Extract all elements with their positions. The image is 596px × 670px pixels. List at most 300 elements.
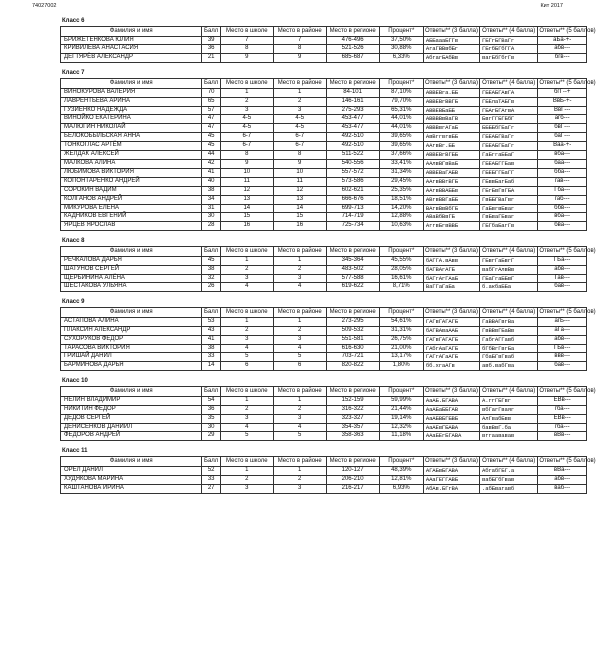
cell-a5: ввв---	[538, 353, 587, 362]
cell-district: 9	[273, 54, 326, 63]
section-title: Класс 7	[62, 70, 85, 77]
cell-percent: 54,61%	[379, 317, 423, 326]
cell-score: 21	[202, 54, 220, 63]
cell-score: 31	[202, 204, 220, 213]
cell-district: 2	[273, 97, 326, 106]
cell-percent: 13,17%	[379, 353, 423, 362]
cell-region: 146-161	[326, 97, 379, 106]
cell-a5: бва---	[538, 222, 587, 231]
column-header-district: Место в районе	[273, 27, 326, 37]
cell-name: ЩЕРБИНИНА АЛЁНА	[61, 274, 202, 283]
column-header-a3: Ответы** (3 балла)	[424, 248, 478, 255]
cell-score: 57	[202, 106, 220, 115]
cell-name: КОПОНТАРЕНКО АНДРЕЙ	[61, 177, 202, 186]
cell-name: ТОНКОГЛАС АРТЁМ	[61, 142, 202, 151]
cell-name: ВИНОЙКО ЕКАТЕРИНА	[61, 115, 202, 124]
cell-a4: ГвВВвГБаВв	[480, 326, 538, 335]
cell-name: КРИВИЛЕВА АНАСТАСИЯ	[61, 45, 202, 54]
cell-a4: ГабгАГГавб	[480, 335, 538, 344]
cell-a5: ббв---	[538, 204, 587, 213]
column-header-name: Фамилия и имя	[61, 27, 202, 37]
header-row	[61, 387, 587, 397]
results-table	[60, 386, 596, 441]
results-table	[60, 26, 596, 63]
cell-a5: ВвБ-+-	[538, 97, 587, 106]
cell-district: 12	[273, 186, 326, 195]
cell-percent: 21,00%	[379, 344, 423, 353]
column-header-percent: Процент*	[379, 79, 423, 89]
cell-a4: ГБЕАБГГБав	[480, 159, 538, 168]
cell-region: 511-522	[326, 151, 379, 160]
cell-a3: АББаааБГГв	[423, 36, 479, 45]
cell-score: 27	[202, 484, 220, 493]
cell-percent: 16,61%	[379, 274, 423, 283]
cell-name: ШЕСТАКОВА УЛЬЯНА	[61, 283, 202, 292]
cell-a3: бАГВАгАГБ	[423, 265, 479, 274]
cell-a4: ГаБвгвБваг	[480, 204, 538, 213]
cell-school: 8	[220, 45, 273, 54]
cell-a4: ГБввБагБаб	[480, 177, 538, 186]
cell-a5: Гба---	[538, 186, 587, 195]
table-row	[61, 423, 587, 432]
cell-school: 3	[220, 484, 273, 493]
cell-region: 577-588	[326, 274, 379, 283]
column-header-district: Место в районе	[273, 247, 326, 257]
column-header-school: Место в школе	[220, 27, 273, 37]
cell-district: 13	[273, 195, 326, 204]
cell-name: КОЛГАНОВ АНДРЕЙ	[61, 195, 202, 204]
cell-region: 120-127	[326, 466, 379, 475]
cell-percent: 18,51%	[379, 195, 423, 204]
cell-school: 1	[220, 396, 273, 405]
section-title: Класс 10	[62, 378, 88, 385]
cell-a3: АВВЕВБаББ	[423, 106, 479, 115]
cell-percent: 21,44%	[379, 405, 423, 414]
cell-district: 1	[273, 88, 326, 97]
cell-a4: ГБАгБГАгвА	[480, 106, 538, 115]
cell-name: ЖЕЛДАК АЛЕКСЕЙ	[61, 151, 202, 160]
cell-name: МИКУРОВА ЕЛЕНА	[61, 204, 202, 213]
cell-percent: 48,39%	[379, 466, 423, 475]
cell-name: МАЛЮГИН НИКОЛАЙ	[61, 124, 202, 133]
cell-region: 316-322	[326, 405, 379, 414]
column-header-score: Балл	[202, 308, 220, 318]
cell-region: 275-293	[326, 106, 379, 115]
cell-region: 699-713	[326, 204, 379, 213]
cell-a3: бАГВАваААБ	[423, 326, 479, 335]
cell-school: 9	[220, 159, 273, 168]
cell-a4: АлГвабБвв	[480, 414, 538, 423]
cell-region: 453-477	[326, 124, 379, 133]
cell-name: МАЛКОВА АЛИНА	[61, 159, 202, 168]
table-row	[61, 159, 587, 168]
table-row	[61, 475, 587, 484]
table-row	[61, 106, 587, 115]
cell-region: 820-822	[326, 362, 379, 371]
cell-a4: А.ггГБГвг	[480, 396, 538, 405]
column-header-a3: Ответы** (3 балла)	[424, 458, 478, 465]
cell-a3: ВАгвВвВбГБ	[423, 204, 479, 213]
cell-score: 35	[202, 414, 220, 423]
cell-name: ДЕДОВ СЕРГЕЙ	[61, 414, 202, 423]
cell-a3: АВВЕВга.ББ	[423, 88, 479, 97]
table-row	[61, 115, 587, 124]
cell-score: 40	[202, 177, 220, 186]
section-title: Класс 9	[62, 299, 85, 306]
cell-a5: вба---	[538, 151, 587, 160]
column-header-score: Балл	[202, 27, 220, 37]
cell-a3: ГАГгАГаАГБ	[423, 353, 479, 362]
cell-school: 4-5	[220, 115, 273, 124]
cell-region: 84-101	[326, 88, 379, 97]
cell-school: 5	[220, 353, 273, 362]
cell-score: 38	[202, 265, 220, 274]
cell-district: 3	[273, 335, 326, 344]
column-header-region: Место в регионе	[326, 247, 379, 257]
table-row	[61, 36, 587, 45]
cell-a4: ГБгбБГбГГА	[480, 45, 538, 54]
cell-a3: бб.хгаАГв	[423, 362, 479, 371]
cell-a3: ААаГЕГГАВБ	[423, 475, 479, 484]
cell-district: 4-5	[273, 124, 326, 133]
table-row	[61, 54, 587, 63]
cell-district: 3	[273, 414, 326, 423]
cell-a4: вбГагГваяг	[480, 405, 538, 414]
column-header-district: Место в районе	[273, 79, 326, 89]
cell-name: КАШТАНОВА ИРИНА	[61, 484, 202, 493]
cell-district: 1	[273, 317, 326, 326]
cell-a5: абв---	[538, 265, 587, 274]
cell-a5: бба---	[538, 168, 587, 177]
cell-a4: ГвБваГБваг	[480, 213, 538, 222]
cell-percent: 12,81%	[379, 475, 423, 484]
cell-score: 70	[202, 88, 220, 97]
table-row	[61, 405, 587, 414]
table-row	[61, 335, 587, 344]
table-row	[61, 222, 587, 231]
cell-school: 4-5	[220, 124, 273, 133]
cell-score: 36	[202, 45, 220, 54]
cell-name: ДЕНИСЕНКОВ ДАНИИЛ	[61, 423, 202, 432]
cell-district: 10	[273, 168, 326, 177]
cell-a4: ББББбГБаГг	[480, 124, 538, 133]
cell-a4: ГБГбаБагГв	[480, 222, 538, 231]
results-table	[60, 78, 596, 231]
column-header-a5: Ответы** (5 баллов)	[539, 248, 596, 255]
cell-region: 573-586	[326, 177, 379, 186]
cell-percent: 65,31%	[379, 106, 423, 115]
cell-name: ХУДЯКОВА МАРИНА	[61, 475, 202, 484]
cell-name: ФЕДОРОВ АНДРЕЙ	[61, 432, 202, 441]
cell-school: 1	[220, 466, 273, 475]
column-header-a5: Ответы** (5 баллов)	[539, 80, 596, 87]
cell-region: 557-572	[326, 168, 379, 177]
cell-percent: 11,18%	[379, 432, 423, 441]
cell-a4: ГБЕАБГАвГА	[480, 88, 538, 97]
cell-district: 1	[273, 256, 326, 265]
cell-a4: вагБбГбгГв	[480, 54, 538, 63]
column-header-a5: Ответы** (5 баллов)	[539, 28, 596, 34]
contest-name: Кит 2017	[540, 3, 563, 9]
table-row	[61, 326, 587, 335]
cell-a3: ГАбгАаГАГБ	[423, 344, 479, 353]
cell-district: 8	[273, 45, 326, 54]
cell-a3: ААгвВг.ББ	[423, 142, 479, 151]
cell-percent: 44,01%	[379, 124, 423, 133]
cell-school: 9	[220, 54, 273, 63]
cell-a3: АаАБаББГАВ	[423, 405, 479, 414]
cell-a4: .абБвагавб	[480, 484, 538, 493]
cell-district: 2	[273, 265, 326, 274]
table-row	[61, 97, 587, 106]
cell-a5: бав---	[538, 362, 587, 371]
cell-school: 2	[220, 405, 273, 414]
cell-district: 1	[273, 466, 326, 475]
table-row	[61, 353, 587, 362]
cell-name: ВИНОКУРОВА ВАЛЕРИЯ	[61, 88, 202, 97]
cell-region: 685-687	[326, 54, 379, 63]
column-header-a3: Ответы** (3 балла)	[424, 28, 478, 34]
cell-a3: ГАГвГАГАГБ	[423, 335, 479, 344]
cell-percent: 14,20%	[379, 204, 423, 213]
cell-percent: 37,50%	[379, 36, 423, 45]
cell-score: 53	[202, 317, 220, 326]
table-row	[61, 204, 587, 213]
cell-percent: 39,65%	[379, 133, 423, 142]
table-row	[61, 432, 587, 441]
cell-a3: бАГГА.вАвв	[423, 256, 479, 265]
cell-a5: баа---	[538, 159, 587, 168]
cell-name: ДЕГТЯРЁВ АЛЕКСАНДР	[61, 54, 202, 63]
column-header-score: Балл	[202, 387, 220, 397]
cell-district: 6-7	[273, 142, 326, 151]
cell-score: 44	[202, 151, 220, 160]
column-header-a4: Ответы** (4 балла)	[480, 308, 538, 318]
cell-district: 4	[273, 423, 326, 432]
cell-region: 725-734	[326, 222, 379, 231]
cell-percent: 79,70%	[379, 97, 423, 106]
column-header-a5: Ответы** (5 баллов)	[539, 458, 596, 465]
cell-name: ЯРЦЕВ ЯРОСЛАВ	[61, 222, 202, 231]
cell-district: 3	[273, 484, 326, 493]
cell-percent: 31,34%	[379, 168, 423, 177]
cell-district: 5	[273, 432, 326, 441]
cell-school: 2	[220, 265, 273, 274]
cell-district: 4-5	[273, 115, 326, 124]
cell-a5: агб---	[538, 115, 587, 124]
cell-score: 41	[202, 335, 220, 344]
table-row	[61, 177, 587, 186]
cell-region: 551-581	[326, 335, 379, 344]
cell-region: 602-621	[326, 186, 379, 195]
cell-score: 33	[202, 475, 220, 484]
cell-name: ЛЮБИМОВА ВИКТОРИЯ	[61, 168, 202, 177]
table-row	[61, 256, 587, 265]
cell-a4: вггаававав	[480, 432, 538, 441]
column-header-a4: Ответы** (4 балла)	[480, 79, 538, 89]
cell-a5: бгв---	[538, 54, 587, 63]
cell-score: 38	[202, 186, 220, 195]
cell-school: 2	[220, 326, 273, 335]
cell-a3: АгаГВВвбБг	[423, 45, 479, 54]
cell-score: 26	[202, 283, 220, 292]
cell-a5: ваб---	[538, 484, 587, 493]
cell-score: 45	[202, 256, 220, 265]
table-row	[61, 414, 587, 423]
cell-a3: ГАГвГАГАГБ	[423, 317, 479, 326]
cell-name: ОРЕЛ ДАНИЛ	[61, 466, 202, 475]
column-header-percent: Процент*	[379, 457, 423, 467]
cell-region: 492-510	[326, 133, 379, 142]
cell-school: 14	[220, 204, 273, 213]
table-row	[61, 142, 587, 151]
cell-district: 16	[273, 222, 326, 231]
column-header-a4: Ответы** (4 балла)	[480, 387, 538, 397]
cell-school: 4	[220, 283, 273, 292]
column-header-percent: Процент*	[379, 27, 423, 37]
cell-a5: бвГ---	[538, 124, 587, 133]
header-row	[61, 27, 587, 37]
cell-region: 492-510	[326, 142, 379, 151]
section-title: Класс 6	[62, 18, 85, 24]
section-title: Класс 8	[62, 238, 85, 245]
cell-percent: 39,65%	[379, 142, 423, 151]
table-row	[61, 133, 587, 142]
cell-score: 39	[202, 36, 220, 45]
cell-school: 1	[220, 256, 273, 265]
cell-district: 14	[273, 204, 326, 213]
cell-a5: абв---	[538, 475, 587, 484]
cell-percent: 30,88%	[379, 45, 423, 54]
column-header-a4: Ответы** (4 балла)	[480, 457, 538, 467]
cell-school: 12	[220, 186, 273, 195]
cell-a3: АггвБгвВВБ	[423, 222, 479, 231]
cell-percent: 26,75%	[379, 335, 423, 344]
cell-district: 15	[273, 213, 326, 222]
cell-a5: ЕВв---	[538, 414, 587, 423]
cell-a3: АбАв.БГгВА	[423, 484, 479, 493]
cell-region: 666-676	[326, 195, 379, 204]
cell-name: ГУЗИЕНКО НАДЕЖДА	[61, 106, 202, 115]
column-header-region: Место в регионе	[326, 308, 379, 318]
cell-district: 6-7	[273, 133, 326, 142]
cell-score: 45	[202, 133, 220, 142]
cell-a4: ГаВВАГвгВа	[480, 317, 538, 326]
cell-score: 38	[202, 344, 220, 353]
column-header-score: Балл	[202, 79, 220, 89]
cell-name: СУХОРУКОВ ФЕДОР	[61, 335, 202, 344]
cell-name: ШАТУНОВ СЕРГЕЙ	[61, 265, 202, 274]
table-row	[61, 317, 587, 326]
column-header-district: Место в районе	[273, 457, 326, 467]
cell-district: 11	[273, 177, 326, 186]
cell-school: 5	[220, 432, 273, 441]
cell-a5: гба---	[538, 423, 587, 432]
cell-a3: АбгагБАбВв	[423, 54, 479, 63]
cell-a3: АВВЕВгВВГБ	[423, 97, 479, 106]
cell-score: 41	[202, 168, 220, 177]
column-header-a4: Ответы** (4 балла)	[480, 247, 538, 257]
column-header-name: Фамилия и имя	[61, 457, 202, 467]
results-table	[60, 456, 596, 493]
header-row	[61, 79, 587, 89]
cell-region: 345-364	[326, 256, 379, 265]
table-row	[61, 88, 587, 97]
cell-school: 2	[220, 475, 273, 484]
cell-name: БАРМИНОВА ДАРЬЯ	[61, 362, 202, 371]
cell-region: 206-210	[326, 475, 379, 484]
cell-a5: абв---	[538, 335, 587, 344]
cell-a3: бАГгАгГАаБ	[423, 274, 479, 283]
column-header-a5: Ответы** (5 баллов)	[539, 388, 596, 395]
cell-a3: АаАБ.БГАВА	[423, 396, 479, 405]
column-header-district: Место в районе	[273, 308, 326, 318]
cell-district: 1	[273, 396, 326, 405]
cell-score: 29	[202, 432, 220, 441]
cell-percent: 25,35%	[379, 186, 423, 195]
header-row	[61, 247, 587, 257]
column-header-region: Место в регионе	[326, 79, 379, 89]
column-header-region: Место в регионе	[326, 387, 379, 397]
cell-school: 6	[220, 362, 273, 371]
cell-region: 476-496	[326, 36, 379, 45]
cell-score: 52	[202, 466, 220, 475]
cell-school: 4	[220, 423, 273, 432]
cell-percent: 59,99%	[379, 396, 423, 405]
cell-district: 2	[273, 405, 326, 414]
cell-region: 216-217	[326, 484, 379, 493]
table-row	[61, 362, 587, 371]
cell-a4: АбгабГБГ.а	[480, 466, 538, 475]
cell-a5: аБа-+-	[538, 36, 587, 45]
cell-a3: АВВВвгАГаБ	[423, 124, 479, 133]
cell-district: 3	[273, 106, 326, 115]
cell-percent: 12,88%	[379, 213, 423, 222]
cell-percent: 33,41%	[379, 159, 423, 168]
cell-score: 47	[202, 115, 220, 124]
column-header-school: Место в школе	[220, 387, 273, 397]
cell-region: 703-721	[326, 353, 379, 362]
cell-name: АСТАПОВА АЛИНА	[61, 317, 202, 326]
cell-a4: вабБГбГвав	[480, 475, 538, 484]
column-header-region: Место в регионе	[326, 457, 379, 467]
cell-a5: ЕВв---	[538, 396, 587, 405]
table-row	[61, 151, 587, 160]
column-header-region: Место в регионе	[326, 27, 379, 37]
cell-percent: 31,31%	[379, 326, 423, 335]
table-row	[61, 168, 587, 177]
cell-score: 43	[202, 326, 220, 335]
cell-percent: 44,01%	[379, 115, 423, 124]
cell-a3: АВВВВвВаГВ	[423, 115, 479, 124]
cell-a5: гав---	[538, 177, 587, 186]
cell-a4: б.акбаББа	[480, 283, 538, 292]
table-row	[61, 124, 587, 133]
header-row	[61, 308, 587, 318]
cell-school: 10	[220, 168, 273, 177]
column-header-district: Место в районе	[273, 387, 326, 397]
cell-a4: ГвББГВаГвг	[480, 195, 538, 204]
cell-percent: 37,66%	[379, 151, 423, 160]
cell-school: 13	[220, 195, 273, 204]
cell-percent: 29,45%	[379, 177, 423, 186]
cell-region: 152-159	[326, 396, 379, 405]
table-row	[61, 274, 587, 283]
cell-percent: 45,55%	[379, 256, 423, 265]
cell-district: 2	[273, 475, 326, 484]
column-header-a3: Ответы** (3 балла)	[424, 80, 478, 87]
cell-a3: ААлвВГвВаБ	[423, 159, 479, 168]
